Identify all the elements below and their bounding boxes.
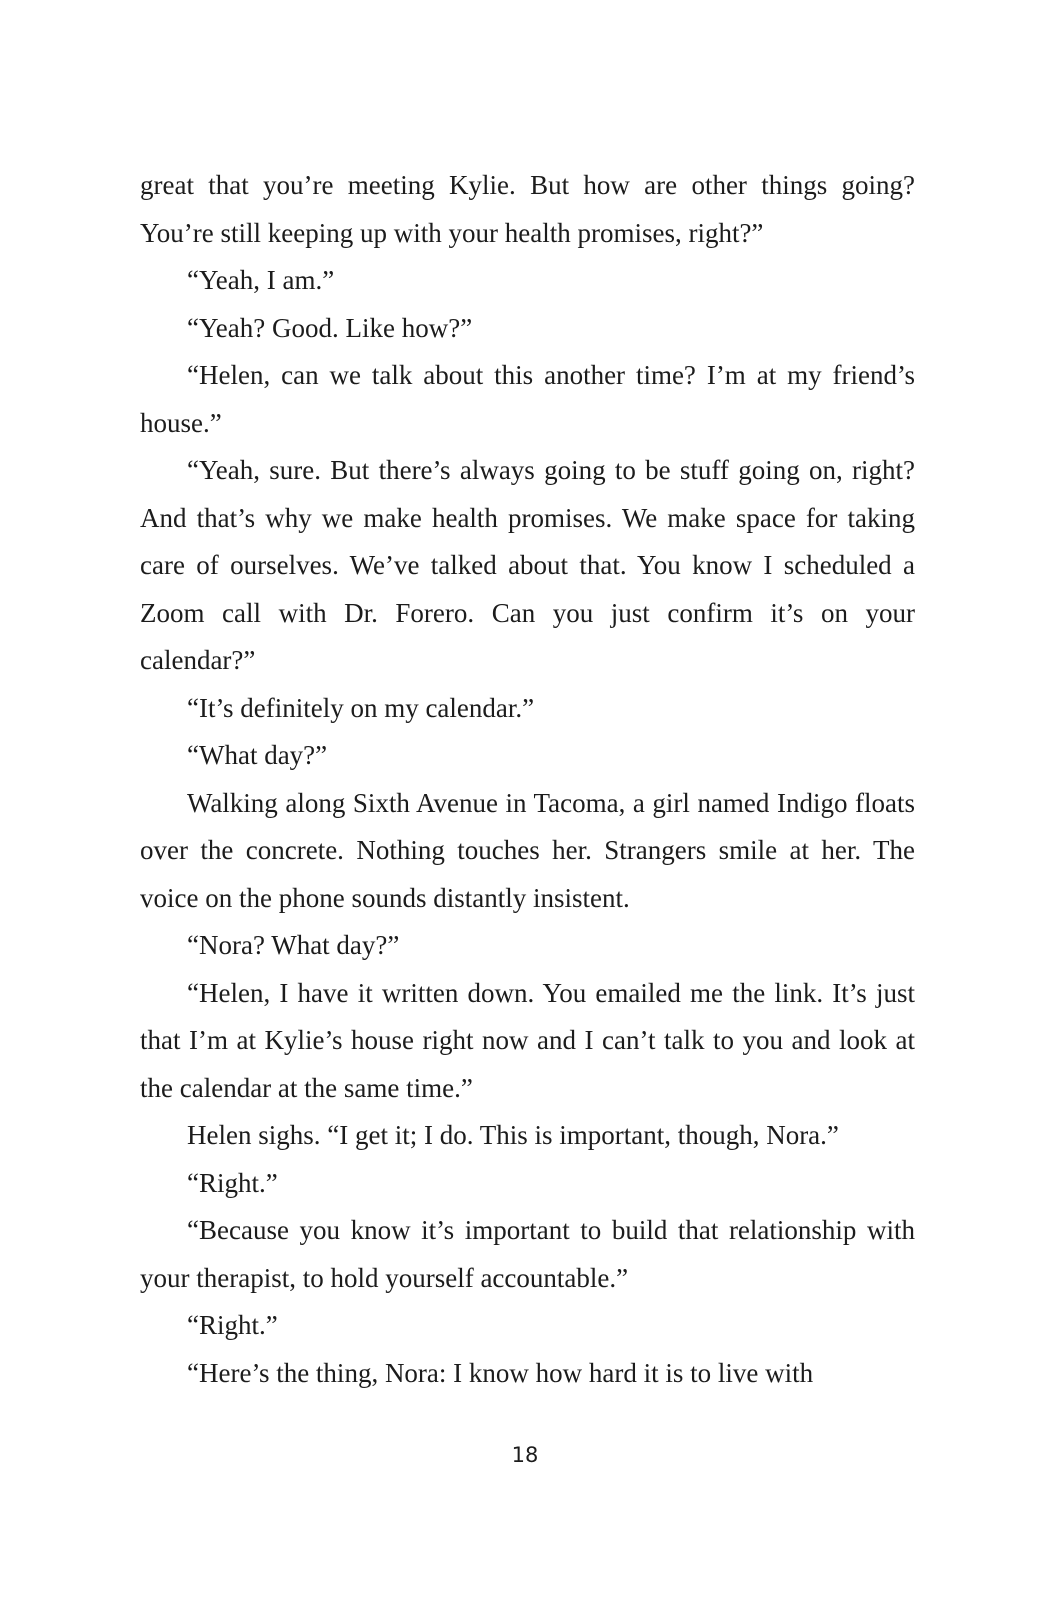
- paragraph: “Nora? What day?”: [187, 930, 400, 960]
- paragraph: “Yeah? Good. Like how?”: [187, 312, 473, 343]
- page-number: 18: [511, 1443, 539, 1467]
- paragraph: “What day?”: [187, 740, 328, 770]
- paragraph: “Right.”: [187, 1310, 278, 1340]
- paragraph: “Helen, can we talk about this another time? I’m at my friend’s house.”: [140, 360, 915, 438]
- body-text: [140, 162, 915, 1397]
- paragraph: Walking along Sixth Avenue in Tacoma, a girl named Indigo floats over the concrete. Nothing touches her. Strangers smile at her. The voice on the phone sounds distantly insistent.: [140, 787, 915, 913]
- paragraph: “Because you know it’s important to build that relationship with your therapist, to hold yourself accountable.”: [140, 1215, 915, 1293]
- paragraph: “Yeah, sure. But there’s always going to be stuff going on, right? And that’s why we make health promises. We make space for taking care of ourselves. We’ve talked about that. You know I scheduled a Zoom call with Dr. Forero. Can you just confirm it’s on your calendar?”: [140, 455, 915, 675]
- paragraph: “Helen, I have it written down. You emailed me the link. It’s just that I’m at Kylie’s house right now and I can’t talk to you and look at the calendar at the same time.”: [140, 977, 915, 1103]
- paragraph: “It’s definitely on my calendar.”: [187, 692, 535, 723]
- paragraph: “Yeah, I am.”: [187, 265, 335, 295]
- paragraph: Helen sighs. “I get it; I do. This is important, though, Nora.”: [187, 1120, 839, 1150]
- paragraph: “Right.”: [187, 1167, 278, 1198]
- paragraph: “Here’s the thing, Nora: I know how hard it is to live with: [187, 1357, 814, 1388]
- paragraph-continued: great that you’re meeting Kylie. But how are other things going? You’re still keeping up with your health promises, right?”: [140, 170, 915, 248]
